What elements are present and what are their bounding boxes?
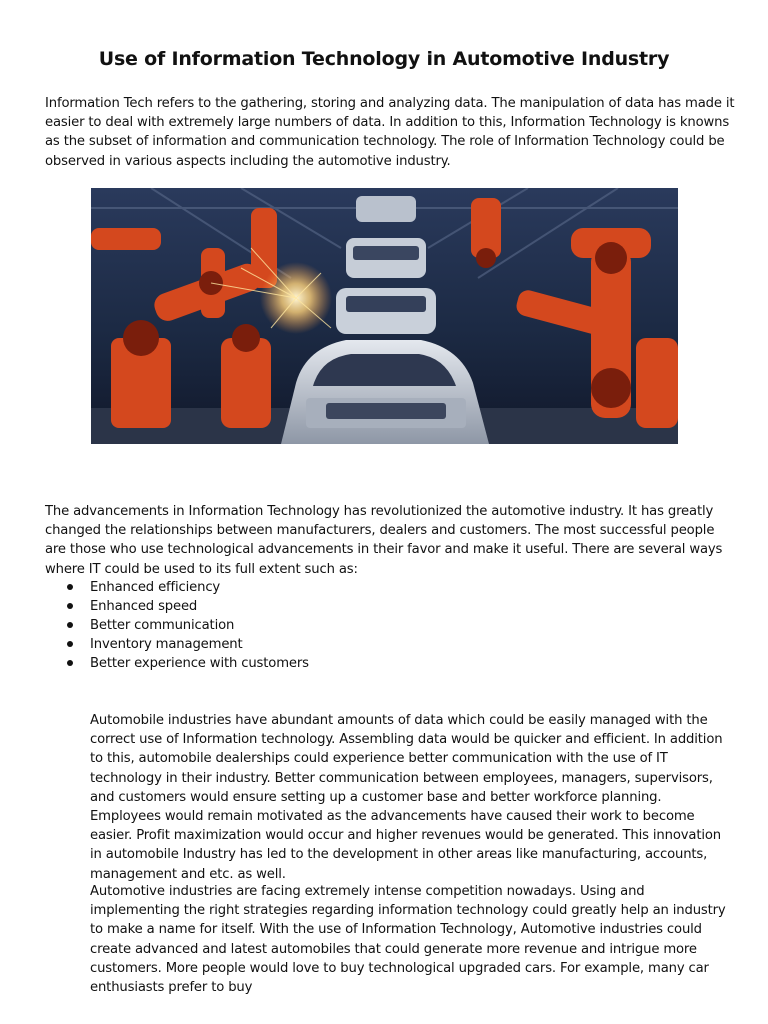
bullet-icon — [67, 622, 73, 628]
advancements-paragraph: The advancements in Information Technology has revolutionized the automotive industry. It has greatly changed the relationships between manufacturers, dealers and customers. The most successful people are those who use technological advancements in their favor and make it useful. There are several ways where IT could be used to its full extent such as: — [45, 504, 723, 577]
bullet-icon — [67, 603, 73, 609]
bullet-icon — [67, 584, 73, 590]
list-item: Better communication — [45, 616, 309, 635]
competition-paragraph: Automotive industries are facing extremely intense competition nowadays. Using and implementing the right strategies regarding information technology could greatly help an industry to make a name for itself. With the use of Information Technology, Automotive industries could create advanced and latest automobiles that could generate more revenue and intrigue more customers. More people would love to buy technological upgraded cars. For example, many car enthusiasts prefer to buy — [90, 884, 726, 996]
list-item: Enhanced speed — [45, 597, 309, 616]
document-title: Use of Information Technology in Automotive Industry — [98, 48, 670, 70]
bullet-icon — [67, 660, 73, 666]
list-item: Enhanced efficiency — [45, 578, 309, 597]
list-item: Better experience with customers — [45, 654, 309, 673]
bullet-icon — [67, 641, 73, 647]
benefits-list — [45, 578, 309, 673]
assembly-line-photo — [91, 188, 678, 444]
data-management-paragraph: Automobile industries have abundant amounts of data which could be easily managed with the correct use of Information technology. Assembling data would be quicker and efficient. In addition to this, automobile dealerships could experience better communication with the use of IT technology in their industry. Better communication between employees, managers, supervisors, and customers would ensure setting up a customer base and better workforce planning. Employees would remain motivated as the advancements have caused their work to become easier. Profit maximization would occur and higher revenues would be generated. This innovation in automobile Industry has led to the development in other areas like manufacturing, accounts, management and etc. as well. — [90, 713, 723, 882]
list-item: Inventory management — [45, 635, 309, 654]
intro-paragraph: Information Tech refers to the gathering, storing and analyzing data. The manipulation of data has made it easier to deal with extremely large numbers of data. In addition to this, Information Technology is knowns as the subset of information and communication technology. The role of Information Technology could be observed in various aspects including the automotive industry. — [45, 96, 735, 169]
